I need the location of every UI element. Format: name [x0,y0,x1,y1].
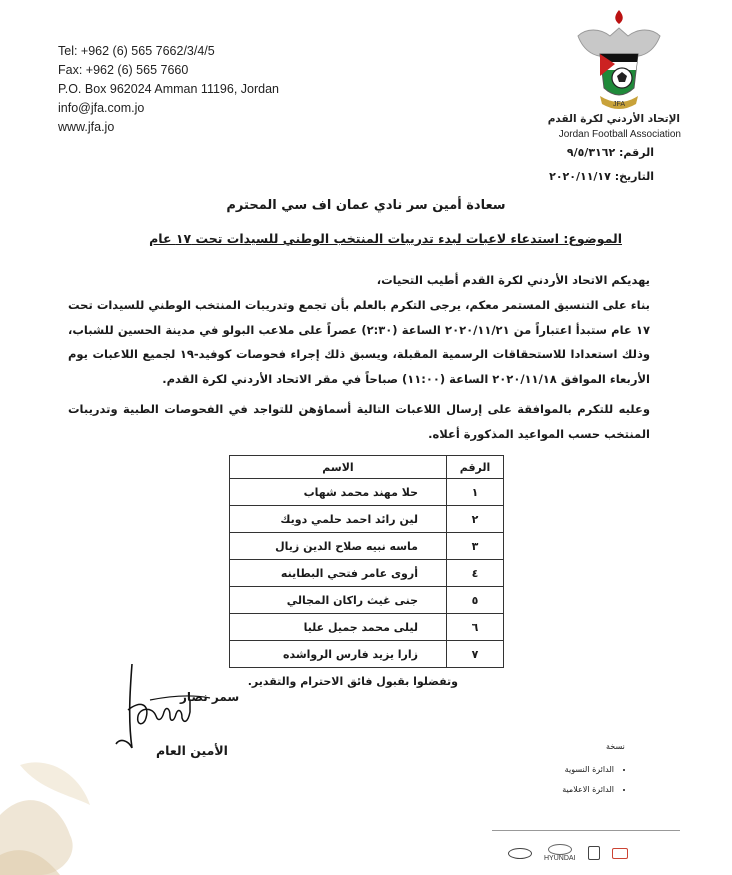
table-row [230,533,504,560]
closing-line: وتفضلوا بقبول فائق الاحترام والتقدير. [247,675,458,688]
row-number: ٢ [447,506,504,533]
row-number: ١ [447,479,504,506]
sponsor-logo-3 [588,846,600,860]
row-number: ٥ [447,587,504,614]
paragraph-2: وعليه للتكرم بالموافقة على إرسال اللاعبات التالية أسماؤهن للتواجد في الفحوصات الطبية وتدريبات المنتخب حسب المواعيد المذكورة أعلاه. [68,402,650,441]
footer-divider [492,830,680,831]
copy-label: نسخة [606,742,625,751]
row-number: ٧ [447,641,504,668]
contact-block [58,42,279,137]
table-row [230,587,504,614]
table-header-row [230,456,504,479]
postal-address: P.O. Box 962024 Amman 11196, Jordan [58,82,279,96]
website: www.jfa.jo [58,120,115,134]
jfa-eagle-crest-icon [570,6,668,114]
paragraph-1: بناء على التنسيق المستمر معكم، يرجى التكرم بالعلم بأن تجمع وتدريبات المنتخب الوطني للسيدات تحت ١٧ عام ستبدأ اعتباراً من ٢٠٢٠/١١/٢١ الساعة (٢:٣٠) عصراً على ملاعب البولو في مدينة الحسين للشباب، وذلك استعدادا للاستحقاقات الرسمية المقبلة، ويسبق ذلك إجراء فحوصات كوفيد-١٩ لجميع اللاعبات يوم الأربعاء الموافق ٢٠٢٠/١١/١٨ الساعة (١١:٠٠) صباحاً في مقر الاتحاد الأردني لكرة القدم. [68,298,651,386]
table-row [230,641,504,668]
table-row [230,479,504,506]
player-name: ليلى محمد جميل عليا [230,614,447,641]
phone-number: Tel: +962 (6) 565 7662/3/4/5 [58,44,215,58]
reference-number: الرقم: ٩/٥/٣١٦٢ [566,146,654,159]
row-number: ٣ [447,533,504,560]
copy-list [562,760,628,800]
org-name-english: Jordan Football Association [558,129,681,140]
decorative-watermark-icon [0,745,150,875]
hyundai-logo: HYUNDAI [544,844,576,862]
copy-item: • الدائرة الاعلامية [562,780,614,800]
signer-title: الأمين العام [156,743,228,758]
player-name: أروى عامر فتحي البطاينه [230,560,447,587]
header-number: الرقم [447,456,504,479]
addressee: سعادة أمين سر نادي عمان اف سي المحترم [226,198,506,213]
fax-number: Fax: +962 (6) 565 7660 [58,63,189,77]
signature-icon [110,660,220,755]
players-table [229,455,504,668]
org-name-arabic: الإتحاد الأردني لكرة القدم [547,113,680,125]
header-name: الاسم [230,456,447,479]
player-name: ماسه نبيه صلاح الدين زيال [230,533,447,560]
greeting: يهديكم الاتحاد الأردني لكرة القدم أطيب التحيات، [376,273,650,287]
player-name: لين رائد احمد حلمي دويك [230,506,447,533]
email-address: info@jfa.com.jo [58,101,145,115]
signer-name: سمر نصار [180,690,240,704]
logo-text: JFA [612,101,626,108]
player-name: حلا مهند محمد شهاب [230,479,447,506]
reference-date: التاريخ: ٢٠٢٠/١١/١٧ [549,170,654,183]
row-number: ٦ [447,614,504,641]
table-row [230,506,504,533]
subject-line: الموضوع: استدعاء لاعبات لبدء تدريبات المنتخب الوطني للسيدات تحت ١٧ عام [149,231,622,246]
sponsor-logo-1 [508,848,532,859]
player-name: جنى غيث راكان المجالي [230,587,447,614]
table-row [230,560,504,587]
player-name: زارا يزيد فارس الرواشده [230,641,447,668]
sponsor-logos [508,844,628,862]
copy-item: • الدائرة النسوية [562,760,614,780]
row-number: ٤ [447,560,504,587]
sponsor-logo-4 [612,848,628,859]
table-row [230,614,504,641]
